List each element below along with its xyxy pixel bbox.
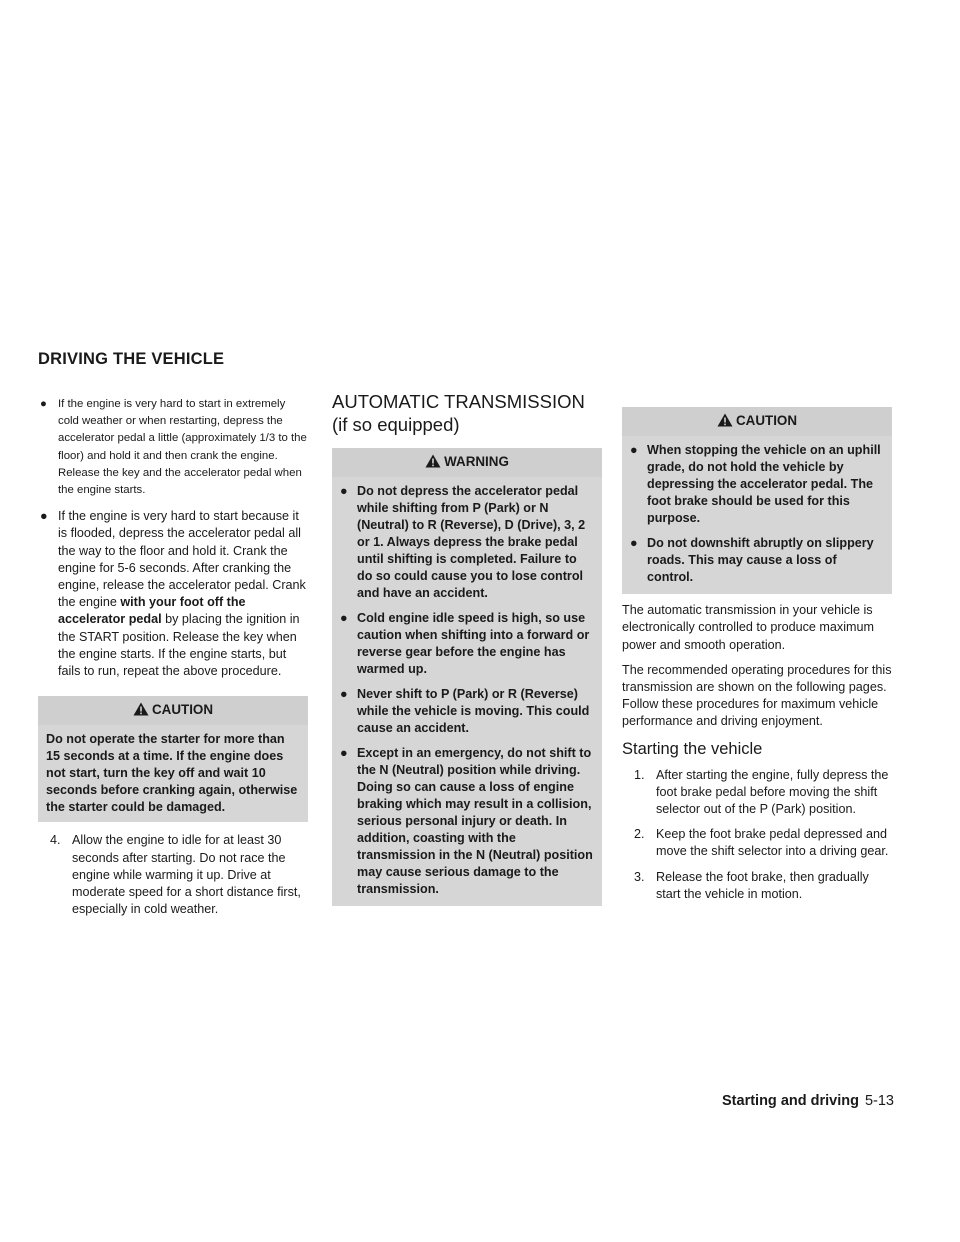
bullet-bold-text: with your foot off the accelerator pedal bbox=[58, 595, 246, 627]
section-header: DRIVING THE VEHICLE bbox=[38, 350, 225, 368]
warning-list bbox=[340, 483, 594, 898]
page-footer bbox=[722, 1093, 894, 1109]
list-item bbox=[340, 745, 594, 898]
list-item bbox=[340, 686, 594, 737]
warning-header bbox=[332, 448, 602, 477]
caution-box bbox=[38, 696, 308, 822]
step-text: Allow the engine to idle for at least 30 seconds after starting. Do not race the engine while warming it up. Drive at moderate speed for a short distance first, especially in cold weather. bbox=[72, 833, 301, 917]
list-item bbox=[630, 442, 884, 527]
caution-list bbox=[630, 442, 884, 586]
bullet-icon: ● bbox=[630, 536, 638, 551]
list-item bbox=[622, 826, 892, 860]
warning-title: WARNING bbox=[444, 454, 509, 469]
section-heading: AUTOMATIC TRANSMISSION (if so equipped) bbox=[332, 391, 585, 435]
warning-triangle-icon bbox=[133, 702, 149, 720]
paragraph: The automatic transmission in your vehicle is electronically controlled to produce maximum power and smooth operation. bbox=[622, 603, 874, 652]
bullet-text: If the engine is very hard to start in extremely cold weather or when restarting, depress the accelerator pedal a little (approximately 1/3 to the floor) and hold it and then crank the engine. Release the key and the accelerator pedal when the engine starts. bbox=[58, 398, 307, 497]
column-left bbox=[38, 396, 308, 926]
warning-text: Except in an emergency, do not shift to the N (Neutral) position while driving. Doing so can cause a loss of engine braking which may result in a collision, serious personal injury or death. In addition, coasting with the transmission in the N (Neutral) position may cause serious damage to the transmission. bbox=[357, 746, 593, 897]
warning-box bbox=[332, 448, 602, 906]
caution-header bbox=[622, 407, 892, 436]
numbered-list bbox=[38, 832, 308, 918]
bullet-icon: ● bbox=[340, 611, 348, 626]
column-middle bbox=[332, 390, 602, 914]
caution-header bbox=[38, 696, 308, 725]
list-item bbox=[622, 869, 892, 903]
bullet-icon: ● bbox=[340, 687, 348, 702]
step-number: 1. bbox=[634, 767, 645, 782]
bullet-icon: ● bbox=[340, 746, 348, 761]
bullet-text: If the engine is very hard to start because it is flooded, depress the accelerator pedal all the way to the floor and hold it. Crank the engine for 5-6 seconds. After cranking the engine, release the accelerator pedal. Crank the engine bbox=[58, 509, 306, 610]
list-item bbox=[340, 610, 594, 678]
step-number: 3. bbox=[634, 869, 645, 884]
bullet-icon: ● bbox=[340, 484, 348, 499]
step-text: Release the foot brake, then gradually start the vehicle in motion. bbox=[656, 869, 869, 901]
step-number: 2. bbox=[634, 827, 645, 842]
caution-body bbox=[38, 731, 308, 816]
numbered-list bbox=[622, 767, 892, 903]
list-item bbox=[622, 767, 892, 819]
bullet-text: by placing the ignition in the START position. Release the key when the engine starts. If the engine starts, but fails to run, repeat the above procedure. bbox=[58, 612, 300, 679]
warning-text: Do not depress the accelerator pedal while shifting from P (Park) or N (Neutral) to R (Reverse), D (Drive), 3, 2 or 1. Always depress the brake pedal until shifting is completed. Failure to do so could cause you to lose control and have an accident. bbox=[357, 484, 586, 601]
list-item bbox=[38, 832, 308, 918]
caution-body bbox=[622, 442, 892, 586]
warning-body bbox=[332, 483, 602, 898]
bullet-list bbox=[38, 396, 308, 680]
caution-text: Do not downshift abruptly on slippery roads. This may cause a loss of control. bbox=[647, 536, 874, 585]
bullet-icon: ● bbox=[630, 443, 638, 458]
caution-title: CAUTION bbox=[736, 413, 797, 428]
warning-triangle-icon bbox=[425, 454, 441, 472]
step-text: After starting the engine, fully depress the foot brake pedal before moving the shift selector out of the P (Park) position. bbox=[656, 767, 889, 817]
step-number: 4. bbox=[50, 833, 61, 848]
bullet-icon: ● bbox=[40, 509, 48, 524]
footer-section-name: Starting and driving bbox=[722, 1093, 859, 1109]
subheading: Starting the vehicle bbox=[622, 739, 763, 758]
column-right bbox=[622, 407, 892, 911]
list-item bbox=[630, 535, 884, 586]
bullet-icon: ● bbox=[40, 398, 47, 410]
caution-title: CAUTION bbox=[152, 702, 213, 718]
step-text: Keep the foot brake pedal depressed and move the shift selector into a driving gear. bbox=[656, 827, 889, 859]
page-number: 5-13 bbox=[864, 1093, 894, 1109]
warning-text: Cold engine idle speed is high, so use caution when shifting into a forward or reverse gear before the engine has warmed up. bbox=[357, 611, 590, 677]
list-item bbox=[38, 508, 308, 680]
caution-box bbox=[622, 407, 892, 594]
warning-text: Never shift to P (Park) or R (Reverse) while the vehicle is moving. This could cause an accident. bbox=[357, 687, 590, 736]
caution-text: Do not operate the starter for more than 15 seconds at a time. If the engine does not start, turn the key off and wait 10 seconds before cranking again, otherwise the starter could be damaged. bbox=[46, 732, 298, 815]
list-item bbox=[340, 483, 594, 602]
paragraph: The recommended operating procedures for this transmission are shown on the following pages. Follow these procedures for maximum vehicle performance and driving enjoyment. bbox=[622, 662, 892, 729]
list-item bbox=[38, 396, 308, 499]
caution-text: When stopping the vehicle on an uphill grade, do not hold the vehicle by depressing the accelerator pedal. The foot brake should be used for this purpose. bbox=[647, 443, 881, 526]
warning-triangle-icon bbox=[717, 413, 733, 431]
